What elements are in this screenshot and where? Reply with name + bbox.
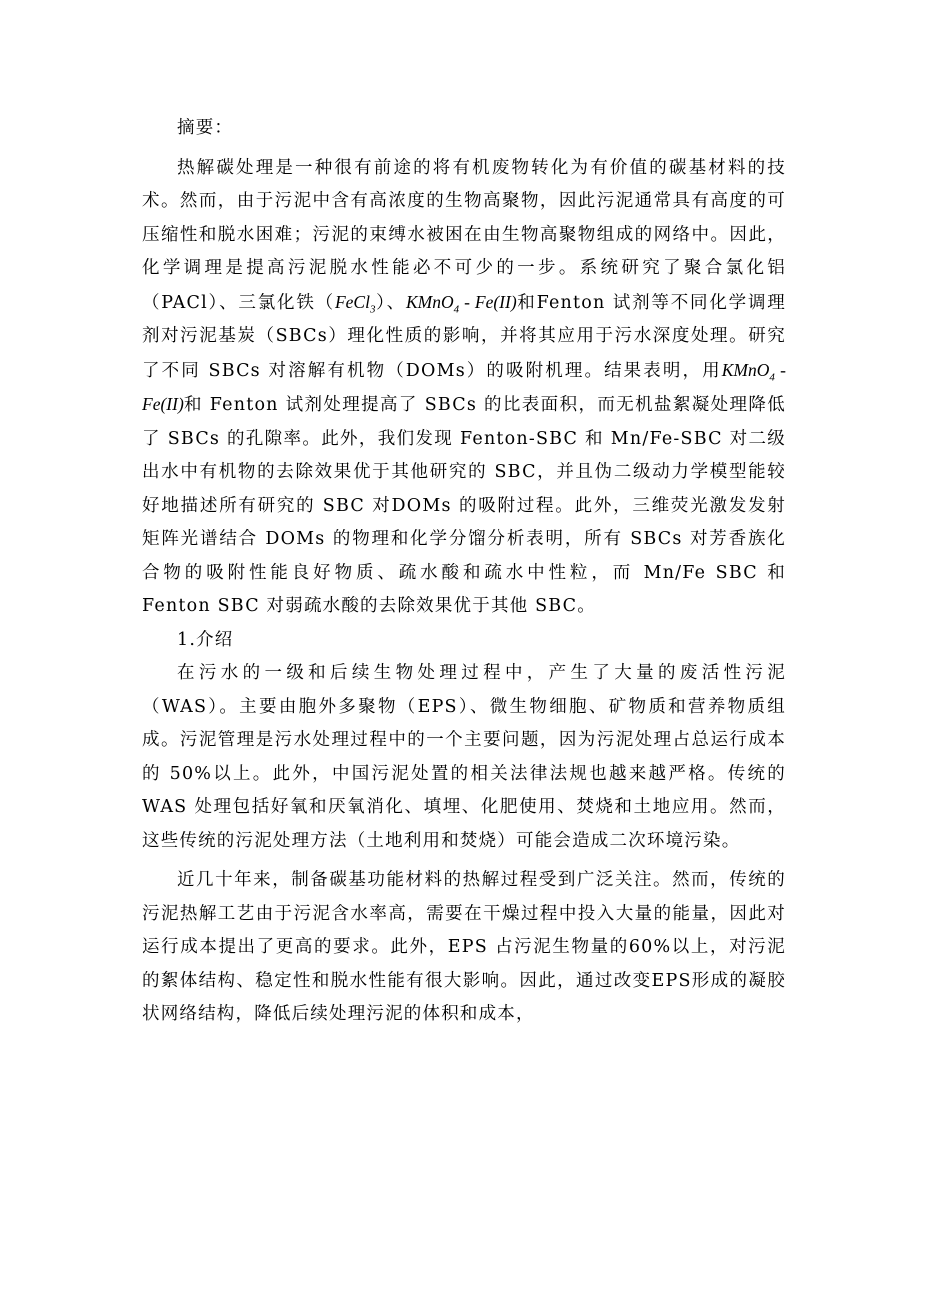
formula-fecl3 — [334, 291, 376, 315]
formula-kmno4-main: KMnO — [721, 359, 770, 380]
formula-kmno4-subscript: 4 — [769, 371, 775, 383]
formula-fecl3-main: FeCl — [334, 291, 370, 312]
formula-kmno4-main: KMnO — [405, 291, 454, 312]
intro-paragraph-1: 在污水的一级和后续生物处理过程中，产生了大量的废活性污泥（WAS）。主要由胞外多聚物（EPS）、微生物细胞、矿物质和营养物质组成。污泥管理是污水处理过程中的一个主要问题，因为污泥处理占总运行成本的 50%以上。此外，中国污泥处置的相关法律法规也越来越严格。传统的 WAS 处理包括好氧和厌氧消化、填埋、化肥使用、焚烧和土地应用。然而，这些传统的污泥处理方法（土地利用和焚烧）可能会造成二次环境污染。 — [142, 663, 786, 851]
formula-kmno4-subscript: 4 — [453, 303, 460, 315]
abstract-paragraph — [142, 152, 786, 624]
abstract-text-c: 和Fenton 试剂等不同化学调理剂对污泥基炭（SBCs）理化性质的影响，并将其应用于污水深度处理。研究了不同 SBCs 对溶解有机物（DOMs）的吸附机理。结果表明，用 — [142, 292, 786, 381]
formula-fecl3-subscript: 3 — [369, 303, 376, 315]
abstract-text-d: 和 Fenton 试剂处理提高了 SBCs 的比表面积，而无机盐絮凝处理降低了 SBCs 的孔隙率。此外，我们发现 Fenton-SBC 和 Mn/Fe-SBC 对二级出水中有机物的去除效果优于其他研究的 SBC，并且伪二级动力学模型能较好地描述所有研究的 SBC 对DOMs 的吸附过程。此外，三维荧光激发发射矩阵光谱结合 DOMs 的物理和化学分馏分析表明，所有 SBCs 对芳香族化合物的吸附性能良好物质、疏水酸和疏水中性粒，而 Mn/Fe SBC 和 Fenton SBC 对弱疏水酸的去除效果优于其他 SBC。 — [142, 395, 786, 616]
formula-fe-ii: - Fe(II) — [459, 291, 517, 312]
intro-paragraph-2: 近几十年来，制备碳基功能材料的热解过程受到广泛关注。然而，传统的污泥热解工艺由于污泥含水率高，需要在干燥过程中投入大量的能量，因此对运行成本提出了更高的要求。此外，EPS 占污泥生物量的60%以上，对污泥的絮体结构、稳定性和脱水性能有很大影响。因此，通过改变EPS形成的凝胶状网络结构，降低后续处理污泥的体积和成本， — [142, 870, 786, 1024]
document-body — [142, 112, 786, 1032]
abstract-text-b: ）、 — [375, 292, 406, 313]
formula-fe-ii: - Fe(II) — [142, 359, 787, 414]
intro-heading: 1.介绍 — [177, 629, 234, 650]
formula-kmno4-fe-1 — [405, 291, 517, 315]
abstract-text-a: 热解碳处理是一种很有前途的将有机废物转化为有价值的碳基材料的技术。然而，由于污泥中含有高浓度的生物高聚物，因此污泥通常具有高度的可压缩性和脱水困难；污泥的束缚水被困在由生物高聚物组成的网络中。因此，化学调理是提高污泥脱水性能必不可少的一步。系统研究了聚合氯化铝（PACl）、三氯化铁（ — [142, 157, 786, 313]
abstract-heading: 摘要： — [177, 118, 234, 138]
